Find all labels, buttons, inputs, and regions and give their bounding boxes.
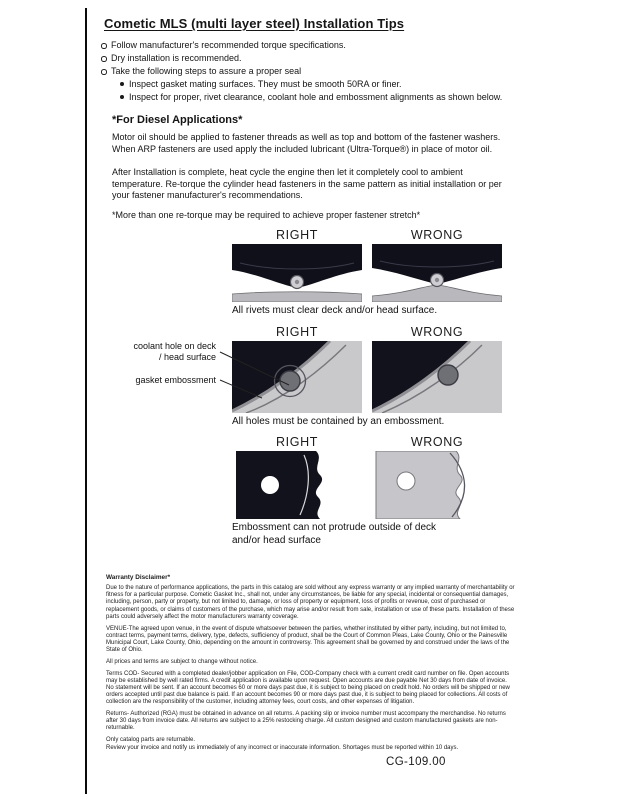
tip-item: Follow manufacturer's recommended torque specifications. bbox=[100, 39, 520, 52]
warranty-disclaimer bbox=[106, 574, 516, 757]
wrong-label: WRONG bbox=[410, 228, 464, 242]
row3-caption: Embossment can not protrude outside of deck and/or head surface bbox=[232, 522, 437, 546]
tip-item: Dry installation is recommended. bbox=[100, 52, 520, 65]
disclaimer-heading: Warranty Disclaimer* bbox=[106, 574, 171, 581]
rivet-right-diagram bbox=[232, 244, 362, 302]
row1-panels bbox=[232, 244, 502, 302]
rivet-wrong-diagram bbox=[372, 244, 502, 302]
diesel-applications-heading: *For Diesel Applications* bbox=[112, 114, 243, 126]
diesel-paragraph-1: Motor oil should be applied to fastener threads as well as top and bottom of the fastener washers. When ARP fasteners are used apply the included lubricant (Ultra-Torque®) in place of motor oil. bbox=[112, 132, 501, 154]
gasket-embossment-label: gasket embossment bbox=[135, 375, 216, 385]
row2-caption: All holes must be contained by an embossment. bbox=[232, 415, 445, 427]
tip-subitem: Inspect for proper, rivet clearance, coolant hole and embossment alignments as shown below. bbox=[119, 91, 539, 104]
page-title: Cometic MLS (multi layer steel) Installation Tips bbox=[104, 16, 405, 31]
tips-list bbox=[100, 39, 520, 78]
left-edge-rule bbox=[85, 8, 87, 794]
embossment-wrong-diagram bbox=[372, 341, 502, 413]
leader-lines bbox=[218, 348, 294, 400]
right-label: RIGHT bbox=[276, 435, 318, 449]
disclaimer-paragraph: VENUE-The agreed upon venue, in the event of dispute whatsoever between the parties, whether instituted by either party, including, but not limited to, contract terms, payment terms, delivery, type, defects, sufficiency of product, shall be the Court of Common Pleas, Lake County, Ohio or the Painesville Municipal Court, Lake County, Ohio, depending on the amount in controversy. This agreement shall be governed by and construed under the laws of the State of Ohio. bbox=[106, 625, 510, 654]
right-label: RIGHT bbox=[276, 228, 318, 242]
disclaimer-paragraph: Terms COD- Secured with a completed dealer/jobber application on File, COD-Company check with a current credit card number on file. Open accounts may be established by well rated firms. A credit application is available upon request. Open accounts are due payable Net 30 days from date of invoice. No statement will be sent. If an account becomes 60 or more days past due, it is subject to being placed on credit hold. No orders will be shipped or new orders accepted until past due balance is paid. If an account becomes 90 or more days past due, it is subject to being placed for collections. All costs of collection are the responsibility of the customer, including attorney fees, court costs, and other expenses of litigation. bbox=[106, 670, 510, 706]
protrusion-right-diagram bbox=[232, 451, 362, 519]
row1-caption: All rivets must clear deck and/or head surface. bbox=[232, 305, 438, 316]
disclaimer-paragraph: Returns- Authorized (RGA) must be obtained in advance on all returns. A packing slip or invoice number must accompany the merchandise. No returns after 30 days from invoice date. All returns are subject to a 25% restocking charge. All custom designed and custom manufactured gaskets are non-returnable. bbox=[106, 711, 506, 732]
tip-item: Take the following steps to assure a proper seal bbox=[100, 65, 520, 78]
tips-sublist bbox=[119, 78, 539, 104]
disclaimer-paragraph: All prices and terms are subject to change without notice. bbox=[106, 658, 258, 665]
wrong-label: WRONG bbox=[410, 435, 464, 449]
gasket-hole-icon bbox=[261, 476, 279, 494]
page-code: CG-109.00 bbox=[386, 756, 446, 768]
right-label: RIGHT bbox=[276, 324, 318, 339]
disclaimer-paragraph: Due to the nature of performance applications, the parts in this catalog are sold without any express warranty or any implied warranty of merchantability or fitness for a particular purpose. Cometic Gasket Inc., shall not, under any circumstances, be liable for any special, incidental or consequential damages, including, person, party or property, but not limited to, damage, or loss of property or equipment, loss of profits or revenue, cost of purchased or replacement goods, or claims of customers of the purchase, which may arise and/or result from sale, installation or use of these parts. Installation of these parts could adversely affect the motor manufacturers warranty coverage. bbox=[106, 585, 515, 620]
wrong-label: WRONG bbox=[410, 324, 464, 339]
gasket-hole-icon bbox=[397, 472, 415, 490]
disclaimer-paragraph: Only catalog parts are returnable. bbox=[106, 737, 196, 744]
row3-labels bbox=[232, 435, 502, 450]
protrusion-wrong-diagram bbox=[372, 451, 502, 519]
retorque-note: *More than one re-torque may be required to achieve proper fastener stretch* bbox=[112, 210, 421, 220]
row2-labels bbox=[232, 325, 502, 340]
coolant-hole-label: coolant hole on deck / head surface bbox=[133, 341, 216, 362]
coolant-hole-icon bbox=[438, 365, 458, 385]
tip-subitem: Inspect gasket mating surfaces. They must be smooth 50RA or finer. bbox=[119, 78, 539, 91]
diesel-paragraph-2: After Installation is complete, heat cycle the engine then let it completely cool to ambient temperature. Re-torque the cylinder head fasteners in the same pattern as initial installation or per your fastener manufacturer's recommendations. bbox=[112, 167, 502, 200]
row3-panels bbox=[232, 451, 502, 519]
disclaimer-paragraph: Review your invoice and notify us immediately of any incorrect or inaccurate information. Shortages must be reported within 10 days. bbox=[106, 744, 459, 751]
row1-labels bbox=[232, 228, 502, 243]
